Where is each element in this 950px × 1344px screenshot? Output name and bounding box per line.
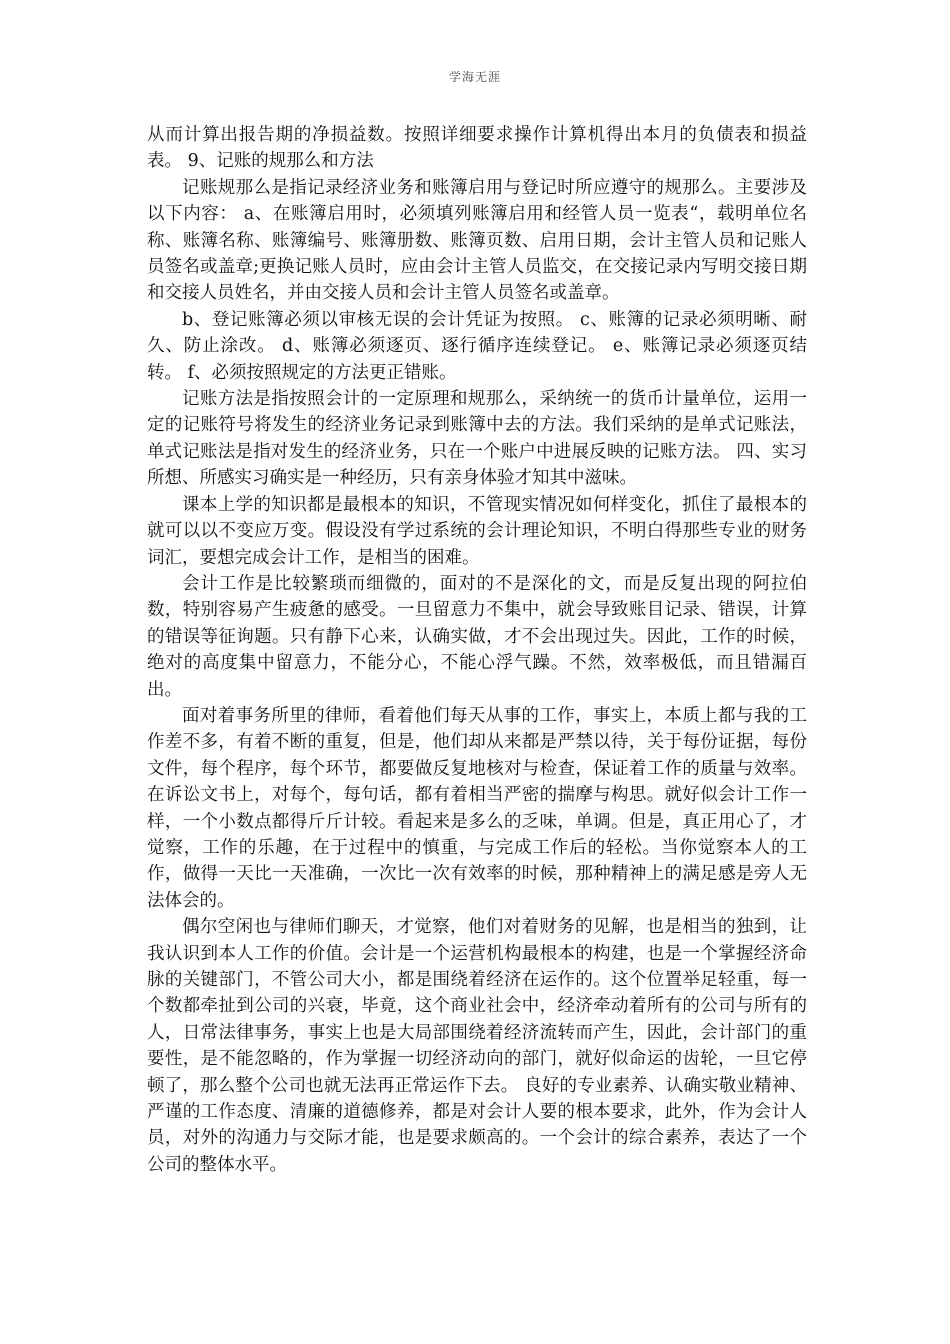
paragraph: 记账方法是指按照会计的一定原理和规那么，采纳统一的货币计量单位，运用一定的记账符号将发生的经济业务记录到账簿中去的方法。我们采纳的是单式记账法，单式记账法是指对发生的经济业务，只在一个账户中进展反映的记账方法。 四、实习所想、所感实习确实是一种经历，只有亲身体验才知其中滋味。 (147, 389, 807, 489)
document-body (147, 122, 807, 1178)
paragraph: 面对着事务所里的律师，看着他们每天从事的工作，事实上，本质上都与我的工作差不多，有着不断的重复，但是，他们却从来都是严禁以待，关于每份证据，每份文件，每个程序，每个环节，都要做反复地核对与检查，保证着工作的质量与效率。在诉讼文书上，对每个，每句话，都有着相当严密的揣摩与构思。就好似会计工作一样，一个小数点都得斤斤计较。看起来是多么的乏味，单调。但是，真正用心了，才觉察，工作的乐趣，在于过程中的慎重，与完成工作后的轻松。当你觉察本人的工作，做得一天比一天准确，一次比一次有效率的时候，那种精神上的满足感是旁人无法体会的。 (147, 705, 807, 911)
paragraph: 偶尔空闲也与律师们聊天，才觉察，他们对着财务的见解，也是相当的独到，让我认识到本人工作的价值。会计是一个运营机构最根本的构建，也是一个掌握经济命脉的关键部门，不管公司大小，都是围绕着经济在运作的。这个位置举足轻重，每一个数都牵扯到公司的兴衰，毕竟，这个商业社会中，经济牵动着所有的公司与所有的人，日常法律事务，事实上也是大局部围绕着经济流转而产生，因此，会计部门的重要性，是不能忽略的，作为掌握一切经济动向的部门，就好似命运的齿轮，一旦它停顿了，那么整个公司也就无法再正常运作下去。 良好的专业素养、认确实敬业精神、严谨的工作态度、清廉的道德修养，都是对会计人要的根本要求，此外，作为会计人员，对外的沟通力与交际才能，也是要求颇高的。一个会计的综合素养，表达了一个公司的整体水平。 (147, 917, 807, 1175)
paragraph: 从而计算出报告期的净损益数。按照详细要求操作计算机得出本月的负债表和损益表。 9、记账的规那么和方法 (147, 125, 807, 172)
paragraph: b、登记账簿必须以审核无误的会计凭证为按照。 c、账簿的记录必须明晰、耐久、防止涂改。 d、账簿必须逐页、逐行循序连续登记。 e、账簿记录必须逐页结转。 f、必须按照规定的方法更正错账。 (147, 309, 807, 383)
paragraph: 会计工作是比较繁琐而细微的，面对的不是深化的文，而是反复出现的阿拉伯数，特别容易产生疲惫的感受。一旦留意力不集中，就会导致账目记录、错误，计算的错误等征询题。只有静下心来，认确实做，才不会出现过失。因此，工作的时候，绝对的高度集中留意力，不能分心，不能心浮气躁。不然，效率极低，而且错漏百出。 (147, 573, 807, 700)
paragraph: 课本上学的知识都是最根本的知识，不管现实情况如何样变化，抓住了最根本的就可以以不变应万变。假设没有学过系统的会计理论知识，不明白得那些专业的财务词汇，要想完成会计工作，是相当的困难。 (147, 494, 807, 568)
page-header: 学海无涯 (448, 70, 501, 84)
paragraph: 记账规那么是指记录经济业务和账簿启用与登记时所应遵守的规那么。主要涉及以下内容： a、在账簿启用时，必须填列账簿启用和经管人员一览表“，载明单位名称、账簿名称、账簿编号、账簿册数、账簿页数、启用日期，会计主管人员和记账人员签名或盖章;更换记账人员时，应由会计主管人员监交，在交接记录内写明交接日期和交接人员姓名，并由交接人员和会计主管人员签名或盖章。 (147, 177, 807, 304)
